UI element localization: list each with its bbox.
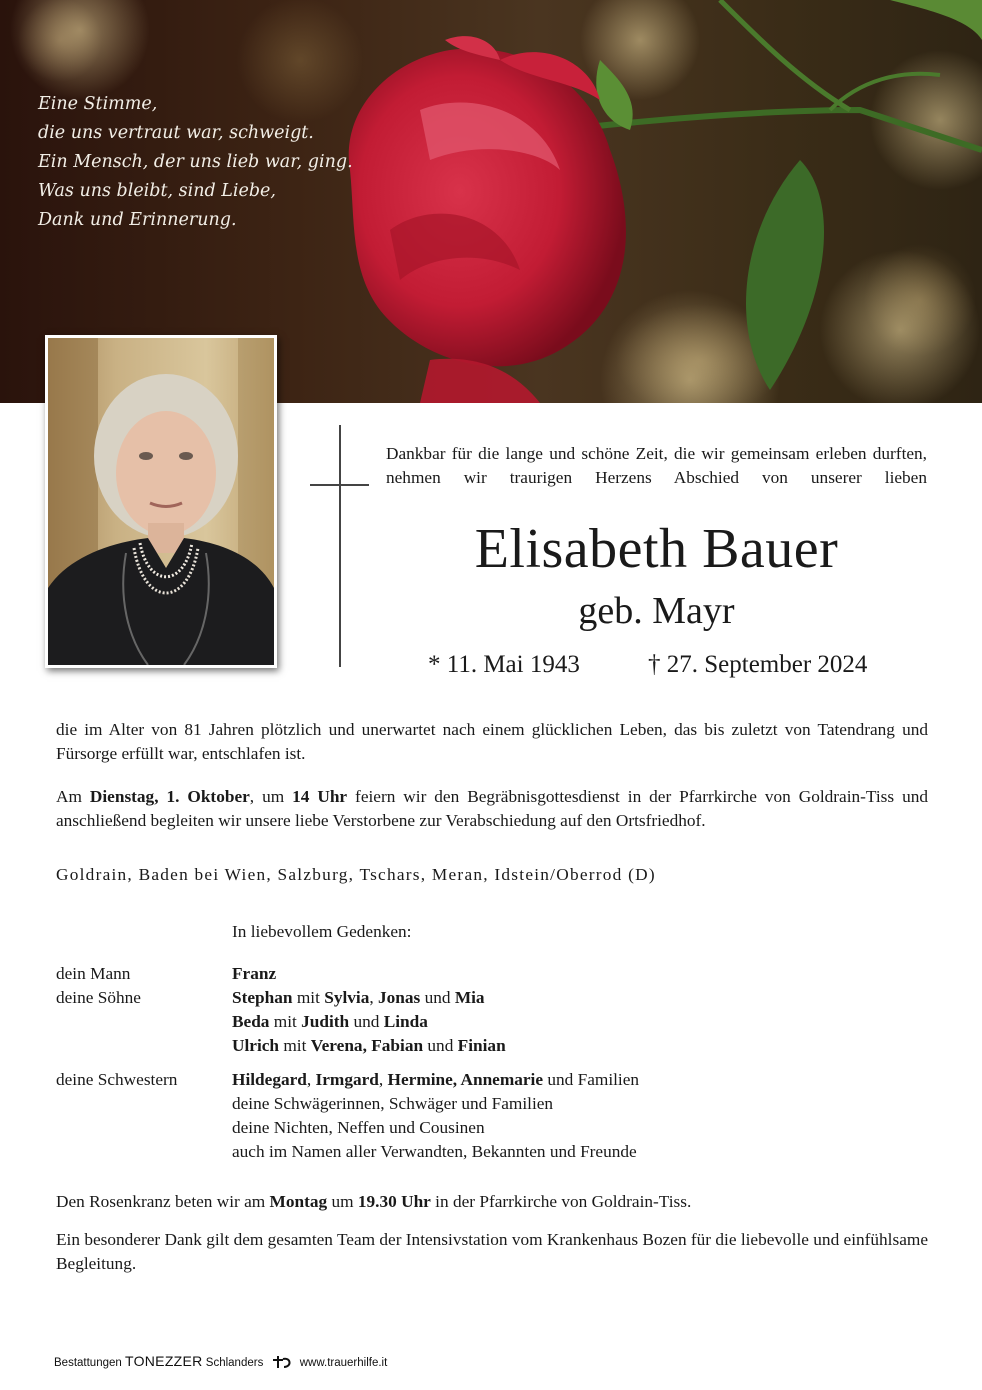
cross-horizontal-line [310, 484, 369, 486]
funeral-date: Dienstag, 1. Oktober [89, 787, 250, 806]
rosary-paragraph: Den Rosenkranz beten wir am Montag um 19.30 Uhr in der Pfarrkirche von Goldrain-Tiss. [56, 1192, 692, 1211]
funeral-home-brand: TONEZZER [124, 1353, 203, 1369]
relation-label: deine Söhne [56, 988, 141, 1007]
gedenken-heading: In liebevollem Gedenken: [232, 922, 412, 941]
relatives-line: auch im Namen aller Verwandten, Bekannten und Freunde [232, 1142, 637, 1161]
relatives-line: deine Nichten, Neffen und Cousinen [232, 1118, 485, 1137]
footer-suffix: Schlanders [205, 1357, 264, 1369]
website-link[interactable]: www.trauerhilfe.it [299, 1357, 388, 1369]
thanks-paragraph: Ein besonderer Dank gilt dem gesamten Team der Intensivstation vom Krankenhaus Bozen für die liebevolle und einfühlsame Begleitung. [56, 1230, 928, 1273]
intro-text: Dankbar für die lange und schöne Zeit, die wir gemeinsam erleben durften, nehmen wir traurigen Herzens Abschied von unserer lieben [386, 444, 927, 487]
son-line: Stephan mit Sylvia, Jonas und Mia [232, 988, 485, 1007]
family-row-sons [56, 986, 936, 1058]
funeral-home-footer [54, 1353, 387, 1371]
memorial-poem [38, 90, 353, 235]
relation-label: deine Schwestern [56, 1070, 178, 1089]
life-paragraph: die im Alter von 81 Jahren plötzlich und unerwartet nach einem glücklichen Leben, das bis zuletzt von Tatendrang und Fürsorge erfüllt war, entschlafen ist. [56, 720, 928, 763]
poem-line: Ein Mensch, der uns lieb war, ging. [38, 152, 353, 172]
sisters-line: Hildegard, Irmgard, Hermine, Annemarie und Familien [232, 1070, 640, 1089]
relatives-line: deine Schwägerinnen, Schwäger und Familien [232, 1094, 554, 1113]
portrait-illustration [48, 338, 274, 665]
poem-line: Dank und Erinnerung. [38, 210, 237, 230]
cross-vertical-line [339, 425, 341, 667]
places-line: Goldrain, Baden bei Wien, Salzburg, Tschars, Meran, Idstein/Oberrod (D) [56, 865, 656, 884]
poem-line: die uns vertraut war, schweigt. [38, 123, 314, 143]
maiden-name: geb. Mayr [578, 590, 735, 632]
poem-line: Was uns bleibt, sind Liebe, [38, 181, 276, 201]
birth-date: * 11. Mai 1943 [428, 651, 580, 678]
family-list [56, 962, 936, 1164]
son-line: Ulrich mit Verena, Fabian und Finian [232, 1036, 506, 1055]
deceased-name: Elisabeth Bauer [474, 518, 839, 580]
son-line: Beda mit Judith und Linda [232, 1012, 428, 1031]
family-row-husband [56, 962, 936, 986]
husband-name: Franz [232, 964, 277, 983]
footer-prefix: Bestattungen [54, 1357, 122, 1369]
portrait-photo [45, 335, 277, 668]
funeral-paragraph: Am Dienstag, 1. Oktober, um 14 Uhr feiern wir den Begräbnisgottesdienst in der Pfarrkirche von Goldrain-Tiss und anschließend begleiten wir unsere liebe Verstorbene zur Verabschiedung auf den Ortsfriedhof. [56, 787, 928, 830]
poem-line: Eine Stimme, [38, 94, 158, 114]
rosary-day: Montag [269, 1192, 328, 1211]
family-row-sisters [56, 1068, 936, 1164]
funeral-time: 14 Uhr [292, 787, 348, 806]
relation-label: dein Mann [56, 964, 131, 983]
rosary-time: 19.30 Uhr [357, 1192, 431, 1211]
death-date: † 27. September 2024 [648, 651, 868, 678]
trauerhilfe-logo-icon [271, 1355, 293, 1369]
